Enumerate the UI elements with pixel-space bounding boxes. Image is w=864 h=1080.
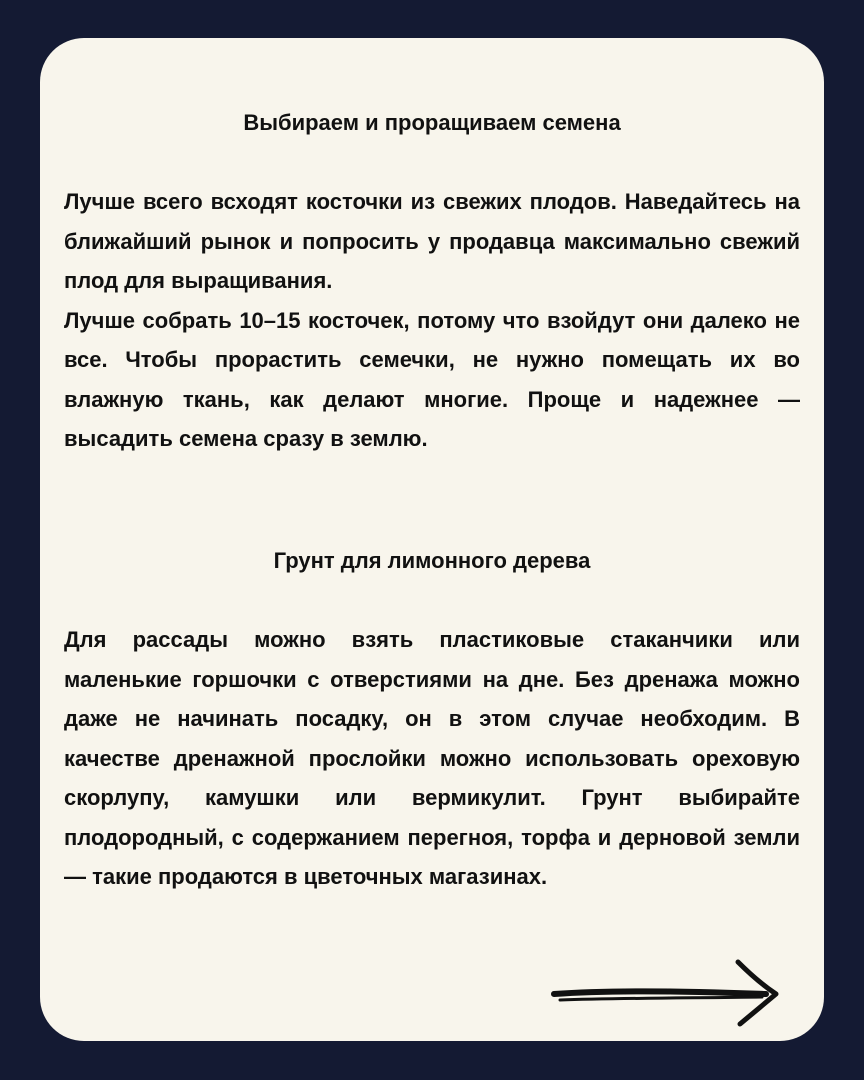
arrow-right-icon[interactable] <box>548 954 784 1030</box>
paragraph: Лучше собрать 10–15 косточек, потому что взойдут они далеко не все. Чтобы прорастить семечки, не нужно помещать их во влажную ткань, как делают многие. Проще и надежнее — высадить семена сразу в землю. <box>64 307 800 451</box>
paragraph: Лучше всего всходят косточки из свежих плодов. Наведайтесь на ближайший рынок и попросить у продавца максимально свежий плод для выращивания. <box>64 189 800 293</box>
section-title-soil: Грунт для лимонного дерева <box>273 548 591 573</box>
section-body-soil <box>64 620 800 897</box>
section-title-seeds: Выбираем и проращиваем семена <box>243 110 621 135</box>
content-card <box>40 38 824 1041</box>
paragraph: Для рассады можно взять пластиковые стаканчики или маленькие горшочки с отверстиями на дне. Без дренажа можно даже не начинать посадку, он в этом случае необходим. В качестве дренажной прослойки можно использовать ореховую скорлупу, камушки или вермикулит. Грунт выбирайте плодородный, с содержанием перегноя, торфа и дерновой земли — такие продаются в цветочных магазинах. <box>64 627 800 889</box>
section-body-seeds <box>64 182 800 459</box>
